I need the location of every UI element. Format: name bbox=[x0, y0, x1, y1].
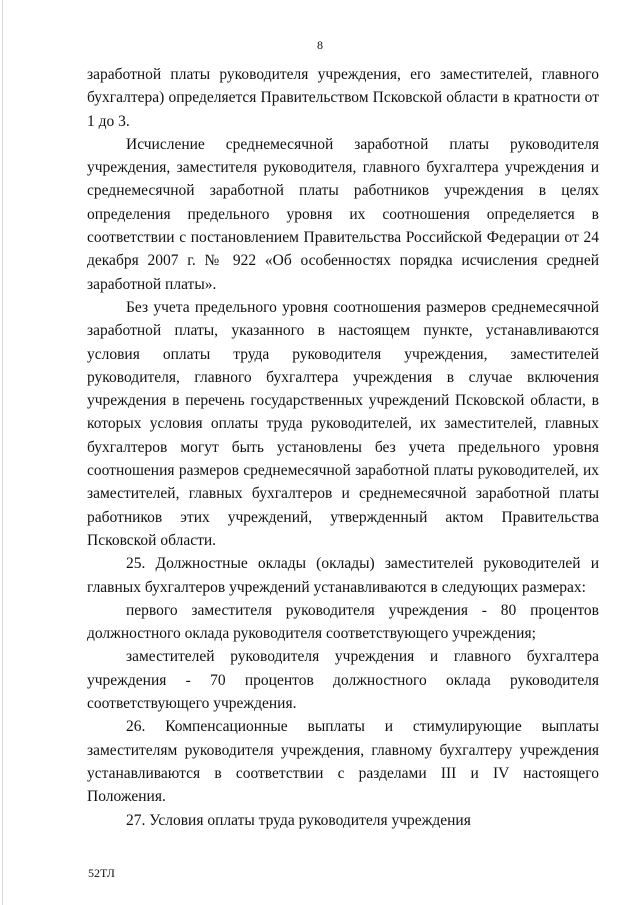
page-number: 8 bbox=[317, 38, 323, 52]
footer-code: 52ТЛ bbox=[88, 866, 115, 880]
paragraph-continuation: заработной платы руководителя учреждения, его заместителей, главного бухгалтера) определяется Правительством Псковской области в кратности от 1 до 3. bbox=[87, 66, 599, 130]
paragraph-deputies: заместителей руководителя учреждения и главного бухгалтера учреждения - 70 процентов должностного оклада руководителя соответствующего учреждения. bbox=[87, 648, 599, 713]
paragraph-calculation: Исчисление среднемесячной заработной платы руководителя учреждения, заместителя руководителя, главного бухгалтера учреждения и среднемесячной заработной платы работников учреждения в целях определения предельного уровня их соотношения определяется в соответствии с постановлением Правительства Российской Федерации от 24 декабря 2007 г. № 922 «Об особенностях порядка исчисления средней заработной платы». bbox=[87, 135, 599, 293]
document-body bbox=[87, 63, 599, 832]
paragraph-25: 25. Должностные оклады (оклады) заместителей руководителей и главных бухгалтеров учреждений устанавливаются в следующих размерах: bbox=[87, 555, 599, 596]
scan-edge bbox=[2, 0, 3, 905]
paragraph-26: 26. Компенсационные выплаты и стимулирующие выплаты заместителям руководителя учреждения, главному бухгалтеру учреждения устанавливаются в соответствии с разделами III и IV настоящего Положения. bbox=[87, 718, 599, 806]
paragraph-27: 27. Условия оплаты труда руководителя учреждения bbox=[126, 811, 471, 829]
paragraph-exception: Без учета предельного уровня соотношения размеров среднемесячной заработной платы, указанного в настоящем пункте, устанавливаются условия оплаты труда руководителя учреждения, заместителей руководителя, главного бухгалтера учреждения в случае включения учреждения в перечень государственных учреждений Псковской области, в которых условия оплаты труда руководителей, их заместителей, главных бухгалтеров могут быть установлены без учета предельного уровня соотношения размеров среднемесячной заработной платы руководителей, их заместителей, главных бухгалтеров и среднемесячной заработной платы работников этих учреждений, утвержденный актом Правительства Псковской области. bbox=[87, 298, 599, 549]
paragraph-first-deputy: первого заместителя руководителя учреждения - 80 процентов должностного оклада руководителя соответствующего учреждения; bbox=[87, 601, 599, 643]
